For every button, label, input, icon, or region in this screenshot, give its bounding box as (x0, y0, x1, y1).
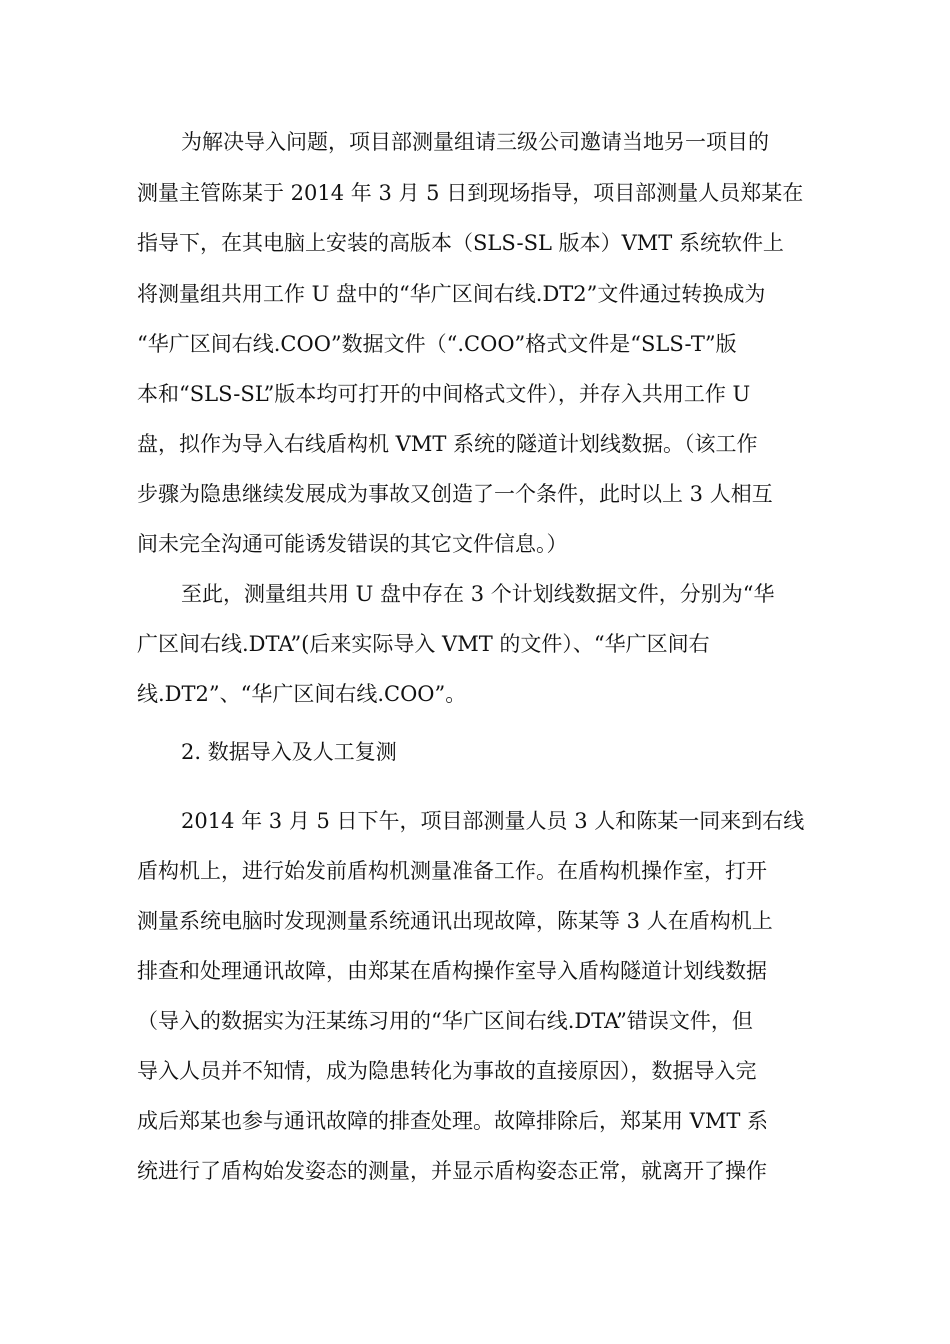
paragraph-2-line-2: 广区间右线.DTA”(后来实际导入 VMT 的文件）、“华广区间右 (137, 632, 710, 656)
paragraph-1-line-2: 测量主管陈某于 2014 年 3 月 5 日到现场指导，项目部测量人员郑某在 (137, 181, 804, 205)
paragraph-3-line-4: 排查和处理通讯故障，由郑某在盾构操作室导入盾构隧道计划线数据 (137, 959, 767, 983)
paragraph-3-line-5: （导入的数据实为汪某练习用的“华广区间右线.DTA”错误文件，但 (137, 1009, 753, 1033)
paragraph-3-line-8: 统进行了盾构始发姿态的测量，并显示盾构姿态正常，就离开了操作 (137, 1159, 767, 1183)
paragraph-1-line-8: 步骤为隐患继续发展成为事故又创造了一个条件，此时以上 3 人相互 (137, 482, 773, 506)
paragraph-3-line-2: 盾构机上，进行始发前盾构机测量准备工作。在盾构机操作室，打开 (137, 859, 767, 883)
paragraph-1-line-7: 盘，拟作为导入右线盾构机 VMT 系统的隧道计划线数据。（该工作 (137, 432, 758, 456)
paragraph-1-line-4: 将测量组共用工作 U 盘中的“华广区间右线.DT2”文件通过转换成为 (137, 282, 766, 306)
paragraph-1-line-1: 为解决导入问题，项目部测量组请三级公司邀请当地另一项目的 (181, 130, 769, 154)
paragraph-2-line-3: 线.DT2”、“华广区间右线.COO”。 (137, 682, 467, 706)
paragraph-3-line-1: 2014 年 3 月 5 日下午，项目部测量人员 3 人和陈某一同来到右线 (181, 809, 805, 833)
paragraph-1-line-5: “华广区间右线.COO”数据文件（“.COO”格式文件是“SLS-T”版 (137, 332, 737, 356)
paragraph-1-line-3: 指导下，在其电脑上安装的高版本（SLS-SL 版本）VMT 系统软件上 (137, 231, 784, 255)
paragraph-2-line-1: 至此，测量组共用 U 盘中存在 3 个计划线数据文件，分别为“华 (181, 582, 775, 606)
paragraph-3-line-3: 测量系统电脑时发现测量系统通讯出现故障，陈某等 3 人在盾构机上 (137, 909, 773, 933)
paragraph-3-line-6: 导入人员并不知情，成为隐患转化为事故的直接原因），数据导入完 (137, 1059, 757, 1083)
paragraph-1-line-6: 本和“SLS-SL”版本均可打开的中间格式文件），并存入共用工作 U (137, 382, 751, 406)
paragraph-3-line-7: 成后郑某也参与通讯故障的排查处理。故障排除后，郑某用 VMT 系 (137, 1109, 769, 1133)
paragraph-1-line-9: 间未完全沟通可能诱发错误的其它文件信息。） (137, 532, 568, 556)
section-heading: 2. 数据导入及人工复测 (181, 740, 397, 764)
